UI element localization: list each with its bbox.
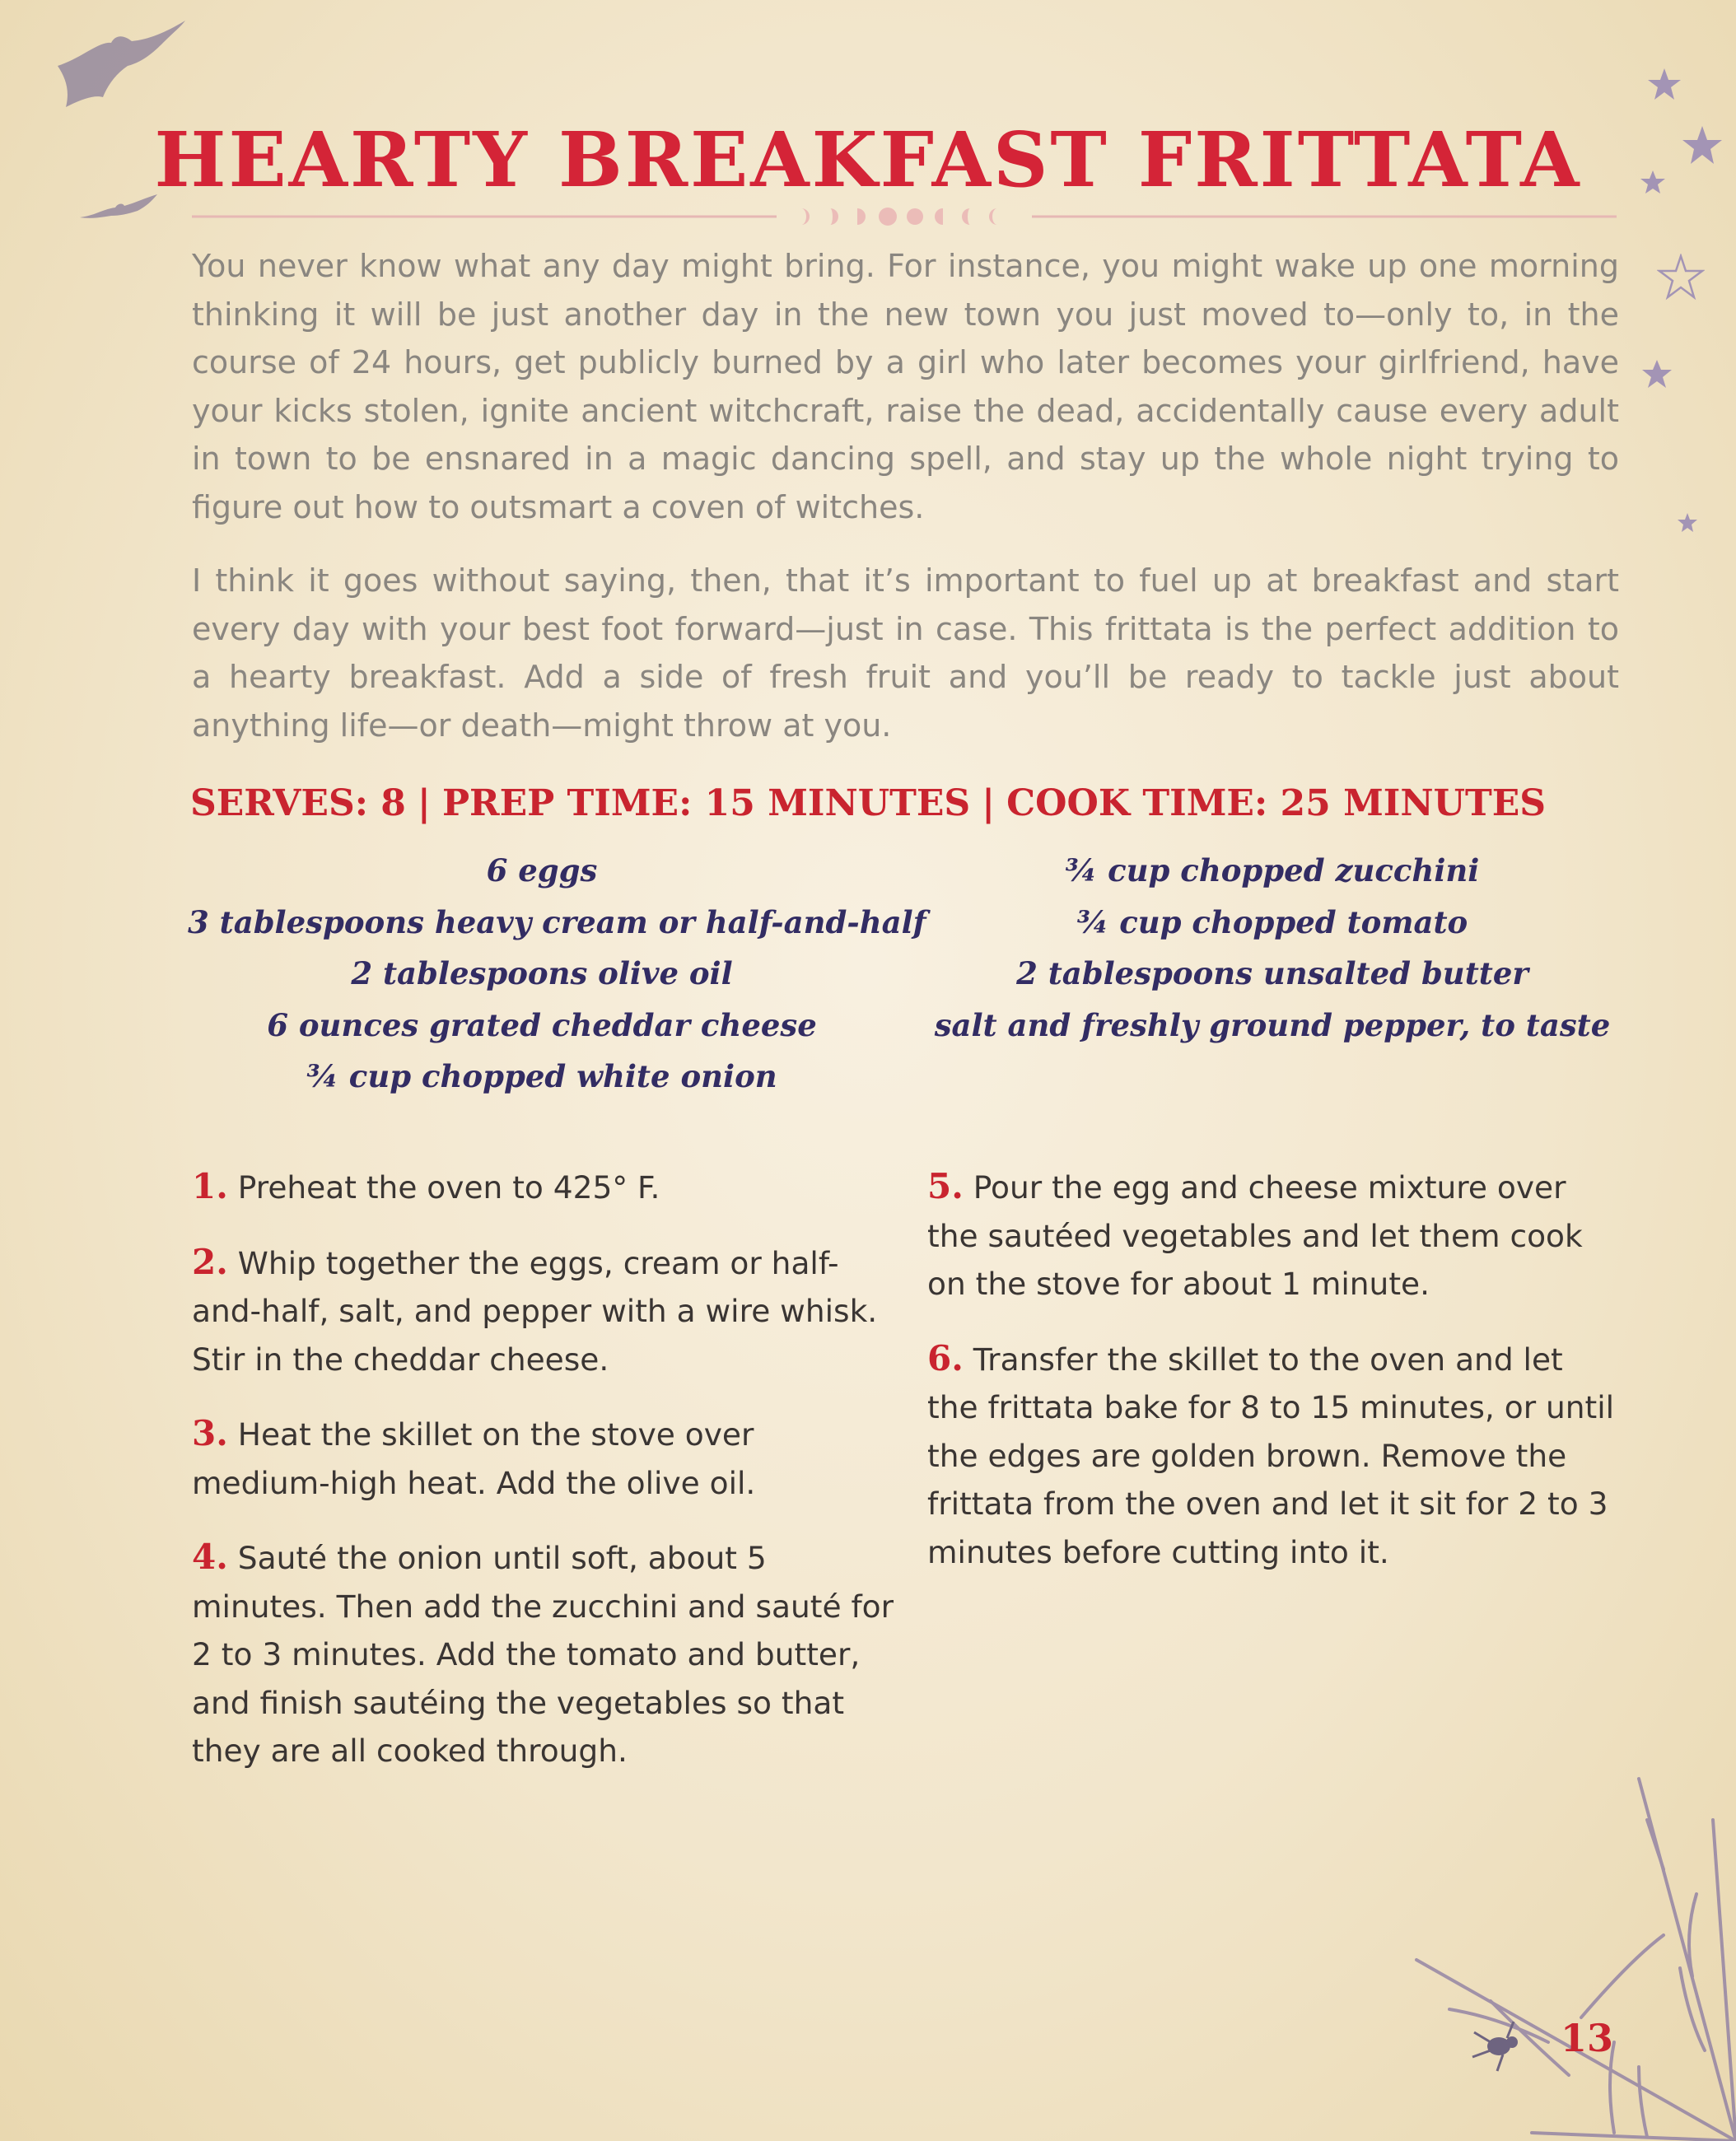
ingredients-right — [918, 845, 1626, 1051]
recipe-title: HEARTY BREAKFAST FRITTATA — [154, 115, 1582, 204]
star-icon — [1640, 358, 1673, 391]
step-item — [192, 1410, 900, 1507]
meta-separator: | — [417, 782, 431, 824]
ingredient-item: ¾ cup chopped white onion — [306, 1058, 777, 1094]
title-divider — [192, 204, 1617, 229]
step-number: 5. — [927, 1166, 964, 1206]
ingredient-item: 6 eggs — [486, 852, 598, 889]
step-text: Whip together the eggs, cream or half-and-half, salt, and pepper with a wire whisk. Stir in the cheddar cheese. — [192, 1244, 878, 1378]
step-item — [192, 1238, 900, 1384]
star-icon — [1645, 66, 1683, 104]
spiderweb-icon — [1367, 1770, 1736, 2141]
ingredient-item: 6 ounces grated cheddar cheese — [267, 1006, 817, 1043]
ingredient-item: ¾ cup chopped zucchini — [1065, 852, 1480, 889]
step-item — [927, 1335, 1619, 1577]
cook-time-label: COOK TIME: 25 MINUTES — [1006, 782, 1546, 824]
spider-icon — [1472, 2022, 1518, 2071]
step-text: Transfer the skillet to the oven and let the frittata bake for 8 to 15 minutes, or until the edges are golden brown. Remove the frittata from the oven and let it sit for 2 to 3 minutes before cutting into it. — [927, 1341, 1615, 1570]
star-icon — [1677, 512, 1698, 534]
step-number: 2. — [192, 1241, 228, 1282]
step-number: 3. — [192, 1413, 228, 1453]
intro-paragraph: I think it goes without saying, then, that it’s important to fuel up at breakfast and start every day with your best foot forward—just in case. This frittata is the perfect addition to a hearty breakfast. Add a side of fresh fruit and you’ll be ready to tackle just about anything life—or death—might throw at you. — [192, 562, 1619, 744]
recipe-meta — [0, 782, 1736, 824]
step-text: Pour the egg and cheese mixture over the sautéed vegetables and let them cook on the stove for about 1 minute. — [927, 1169, 1583, 1302]
step-number: 4. — [192, 1537, 228, 1577]
intro-paragraph: You never know what any day might bring. For instance, you might wake up one morning thinking it will be just another day in the new town you just moved to—only to, in the course of 24 hours, get publicly burned by a girl who later becomes your girlfriend, have your kicks stolen, ignite ancient witchcraft, raise the dead, accidentally cause every adult in town to be ensnared in a magic dancing spell, and stay up the whole night trying to figure out how to outsmart a coven of witches. — [192, 248, 1619, 525]
ingredient-item: salt and freshly ground pepper, to taste — [934, 1006, 1611, 1043]
step-item — [192, 1163, 900, 1212]
step-number: 1. — [192, 1166, 228, 1206]
step-text: Preheat the oven to 425° F. — [237, 1169, 660, 1206]
ingredients-left — [188, 845, 926, 1103]
prep-time-label: PREP TIME: 15 MINUTES — [441, 782, 971, 824]
step-item — [927, 1163, 1619, 1308]
bat-icon — [33, 16, 198, 132]
steps-right — [927, 1163, 1619, 1602]
ingredient-item: 2 tablespoons olive oil — [351, 955, 733, 991]
page-number: 13 — [1561, 2016, 1614, 2060]
star-icon — [1657, 254, 1705, 301]
meta-separator: | — [982, 782, 996, 824]
ingredient-item: 2 tablespoons unsalted butter — [1016, 955, 1528, 991]
ingredient-item: ¾ cup chopped tomato — [1076, 903, 1468, 940]
step-number: 6. — [927, 1337, 964, 1378]
moon-phases-icon — [801, 208, 997, 226]
step-text: Heat the skillet on the stove over medium-high heat. Add the olive oil. — [192, 1416, 756, 1501]
serves-label: SERVES: 8 — [189, 782, 406, 824]
ingredient-item: 3 tablespoons heavy cream or half-and-half — [188, 903, 926, 940]
step-item — [192, 1533, 900, 1775]
steps-left — [192, 1163, 900, 1802]
step-text: Sauté the onion until soft, about 5 minutes. Then add the zucchini and sauté for 2 to 3 minutes. Add the tomato and butter, and finish sautéing the vegetables so that they are all cooked through. — [192, 1540, 894, 1769]
